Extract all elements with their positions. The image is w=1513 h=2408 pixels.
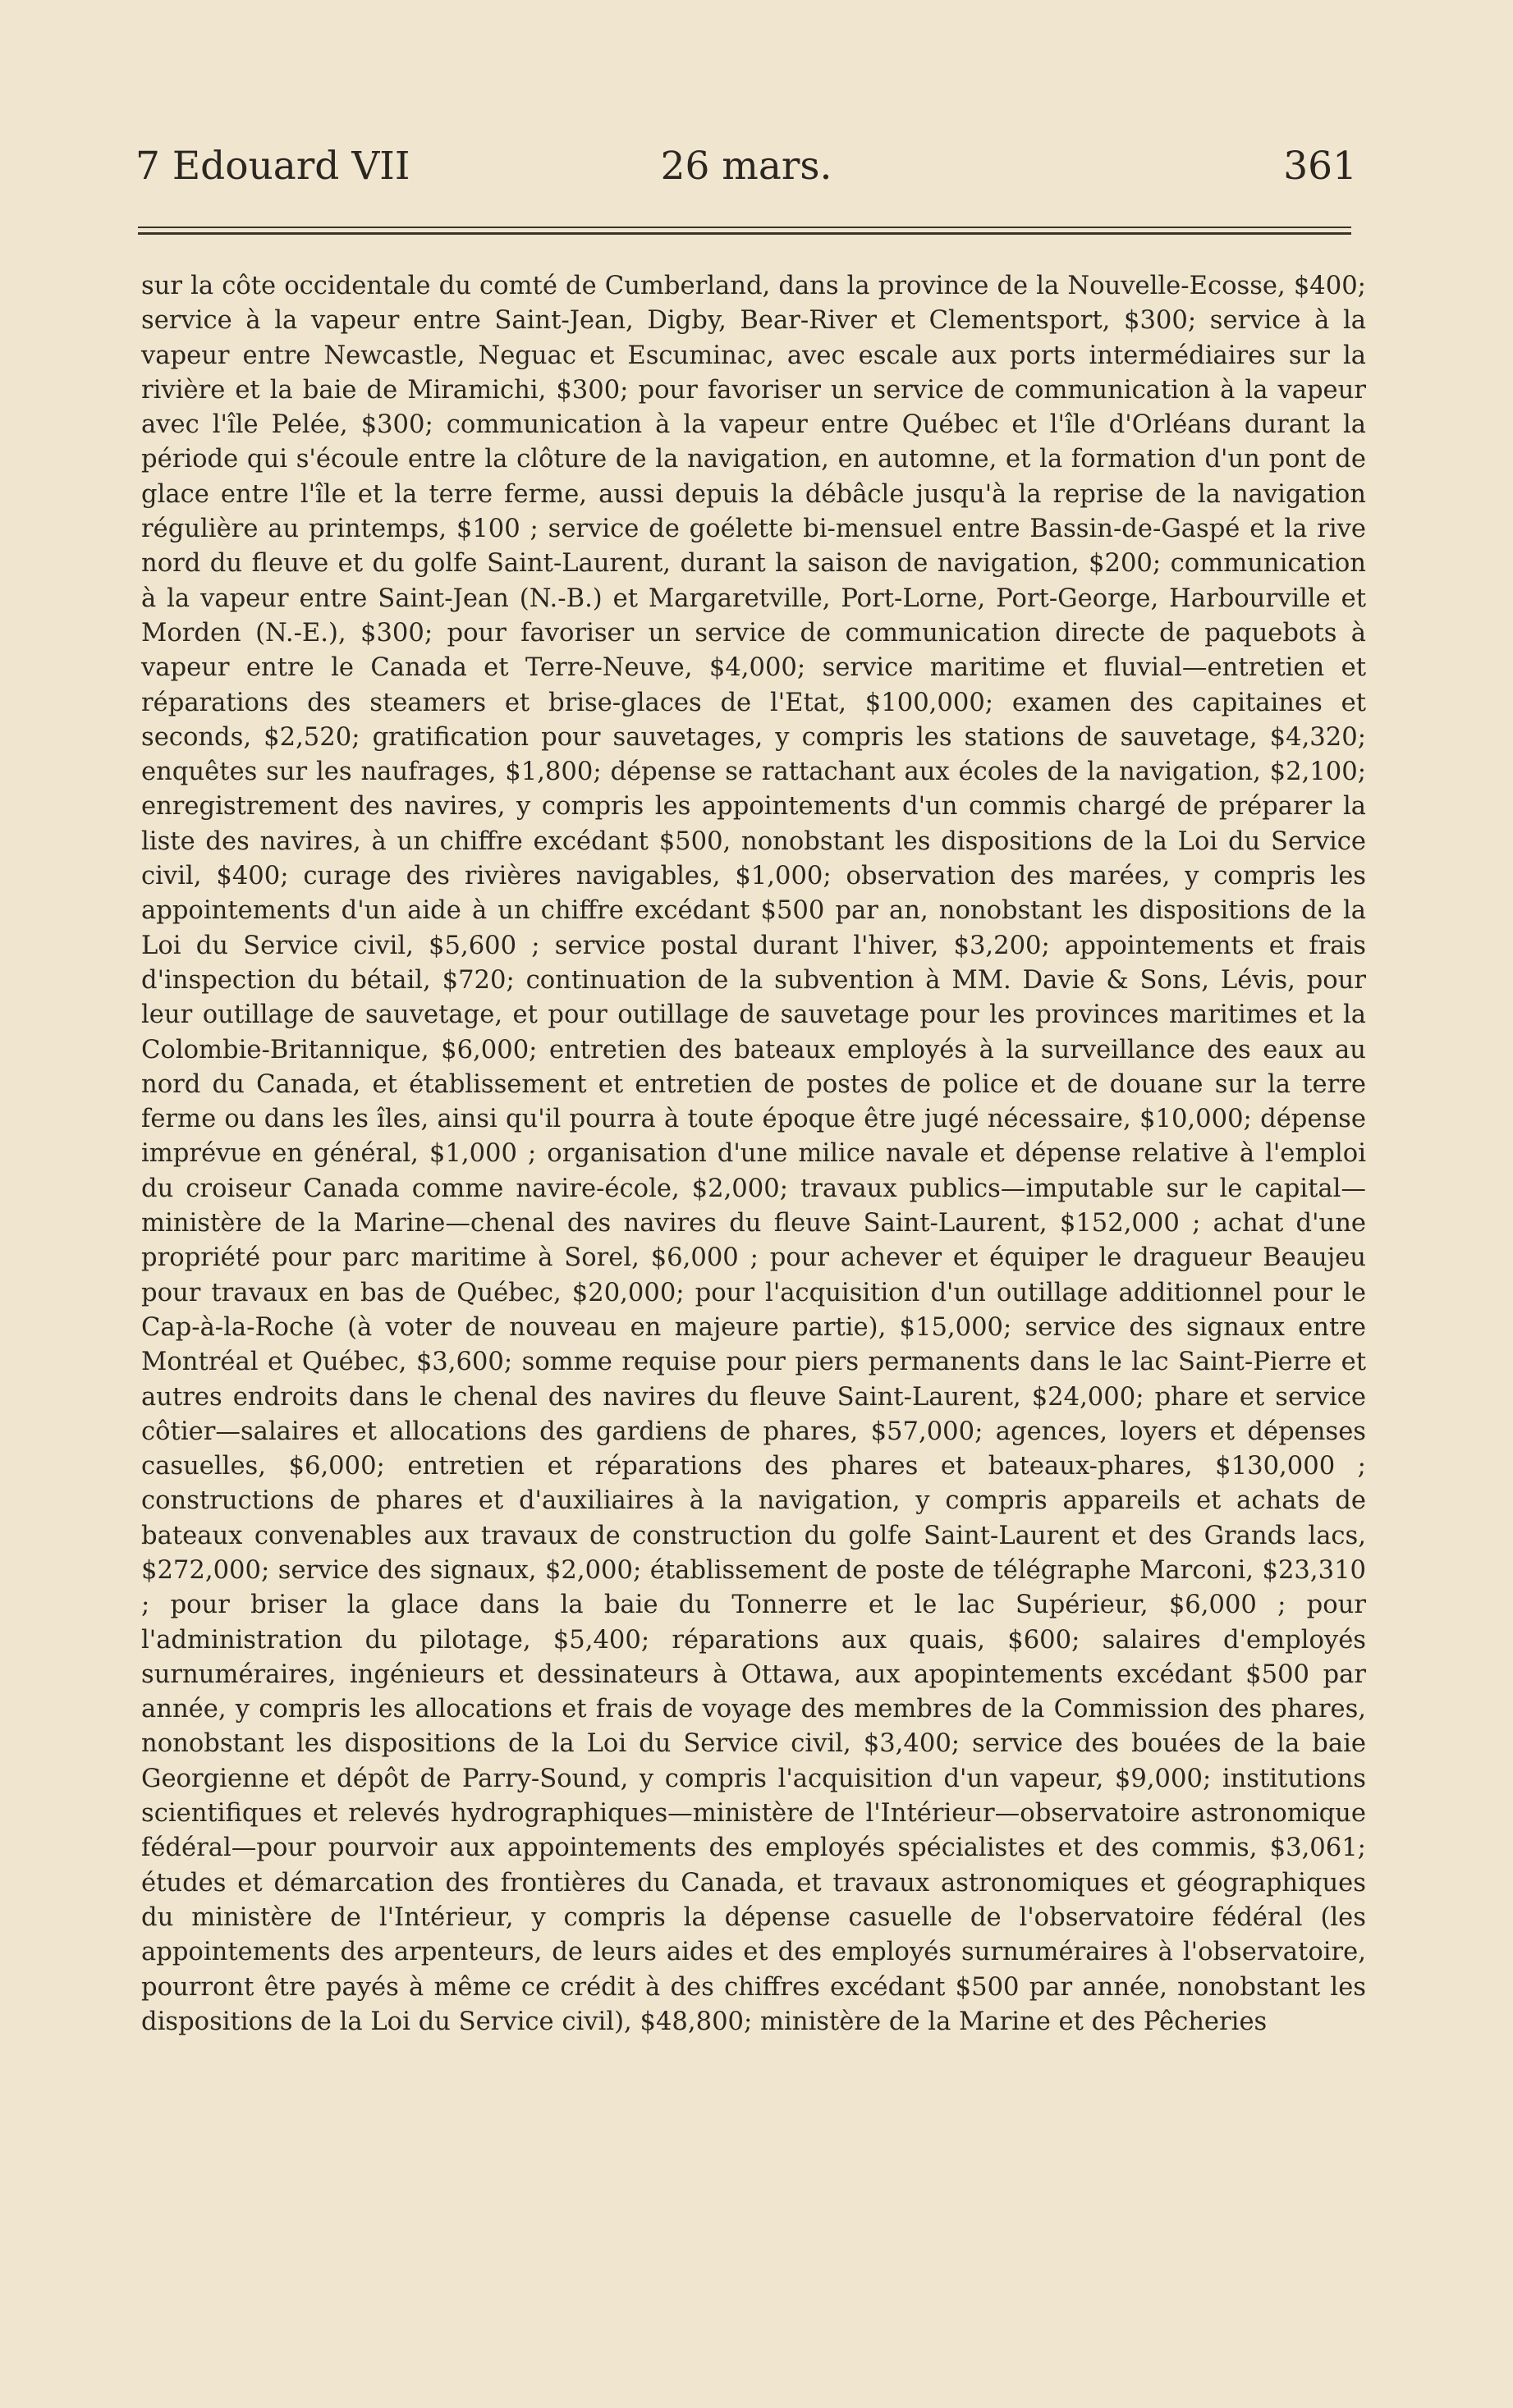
page-number: 361 bbox=[1283, 144, 1357, 189]
header-regnal-year: 7 Edouard VII bbox=[135, 144, 410, 189]
page-header bbox=[135, 138, 1357, 195]
body-paragraph: sur la côte occidentale du comté de Cumberland, dans la province de la Nouvelle-Ecosse, $400; service à la vapeur entre Saint-Jean, Digby, Bear-River et Clementsport, $300; service à la vapeur entre Newcastle, Neguac et Escuminac, avec escale aux ports intermédiaires sur la rivière et la baie de Miramichi, $300; pour favoriser un service de communication à la vapeur avec l'île Pelée, $300; communication à la vapeur entre Québec et l'île d'Orléans durant la période qui s'écoule entre la clôture de la navigation, en automne, et la formation d'un pont de glace entre l'île et la terre ferme, aussi depuis la débâcle jusqu'à la reprise de la navigation régulière au printemps, $100 ; service de goélette bi-mensuel entre Bassin-de-Gaspé et la rive nord du fleuve et du golfe Saint-Laurent, durant la saison de navigation, $200; communication à la vapeur entre Saint-Jean (N.-B.) et Margaretville, Port-Lorne, Port-George, Harbourville et Morden (N.-E.), $300; pour favoriser un service de communication directe de paquebots à vapeur entre le Canada et Terre-Neuve, $4,000; service maritime et fluvial—entretien et réparations des steamers et brise-glaces de l'Etat, $100,000; examen des capitaines et seconds, $2,520; gratification pour sauvetages, y compris les stations de sauvetage, $4,320; enquêtes sur les naufrages, $1,800; dépense se rattachant aux écoles de la navigation, $2,100; enregistrement des navires, y compris les appointements d'un commis chargé de préparer la liste des navires, à un chiffre excédant $500, nonobstant les dispositions de la Loi du Service civil, $400; curage des rivières navigables, $1,000; observation des marées, y compris les appointements d'un aide à un chiffre excédant $500 par an, nonobstant les dispositions de la Loi du Service civil, $5,600 ; service postal durant l'hiver, $3,200; appointements et frais d'inspection du bétail, $720; continuation de la subvention à MM. Davie & Sons, Lévis, pour leur outillage de sauvetage, et pour outillage de sauvetage pour les provinces maritimes et la Colombie-Britannique, $6,000; entretien des bateaux employés à la surveillance des eaux au nord du Canada, et établissement et entretien de postes de police et de douane sur la terre ferme ou dans les îles, ainsi qu'il pourra à toute époque être jugé nécessaire, $10,000; dépense imprévue en général, $1,000 ; organisation d'une milice navale et dépense relative à l'emploi du croiseur Canada comme navire-école, $2,000; travaux publics—imputable sur le capital—ministère de la Marine—chenal des navires du fleuve Saint-Laurent, $152,000 ; achat d'une propriété pour parc maritime à Sorel, $6,000 ; pour achever et équiper le dragueur Beaujeu pour travaux en bas de Québec, $20,000; pour l'acquisition d'un outillage additionnel pour le Cap-à-la-Roche (à voter de nouveau en majeure partie), $15,000; service des signaux entre Montréal et Québec, $3,600; somme requise pour piers permanents dans le lac Saint-Pierre et autres endroits dans le chenal des navires du fleuve Saint-Laurent, $24,000; phare et service côtier—salaires et allocations des gardiens de phares, $57,000; agences, loyers et dépenses casuelles, $6,000; entretien et réparations des phares et bateaux-phares, $130,000 ; constructions de phares et d'auxiliaires à la navigation, y compris appareils et achats de bateaux convenables aux travaux de construction du golfe Saint-Laurent et des Grands lacs, $272,000; service des signaux, $2,000; établissement de poste de télégraphe Marconi, $23,310 ; pour briser la glace dans la baie du Tonnerre et le lac Supérieur, $6,000 ; pour l'administration du pilotage, $5,400; réparations aux quais, $600; salaires d'employés surnuméraires, ingénieurs et dessinateurs à Ottawa, aux apopintements excédant $500 par année, y compris les allocations et frais de voyage des membres de la Commission des phares, nonobstant les dispositions de la Loi du Service civil, $3,400; service des bouées de la baie Georgienne et dépôt de Parry-Sound, y compris l'acquisition d'un vapeur, $9,000; institutions scientifiques et relevés hydrographiques—ministère de l'Intérieur—observatoire astronomique fédéral—pour pourvoir aux appointements des employés spécialistes et des commis, $3,061; études et démarcation des frontières du Canada, et travaux astronomiques et géographiques du ministère de l'Intérieur, y compris la dépense casuelle de l'observatoire fédéral (les appointements des arpenteurs, de leurs aides et des employés surnuméraires à l'observatoire, pourront être payés à même ce crédit à des chiffres excédant $500 par année, nonobstant les dispositions de la Loi du Service civil), $48,800; ministère de la Marine et des Pêcheries bbox=[141, 272, 1366, 2036]
header-date: 26 mars. bbox=[660, 144, 832, 189]
header-double-rule bbox=[138, 227, 1351, 235]
